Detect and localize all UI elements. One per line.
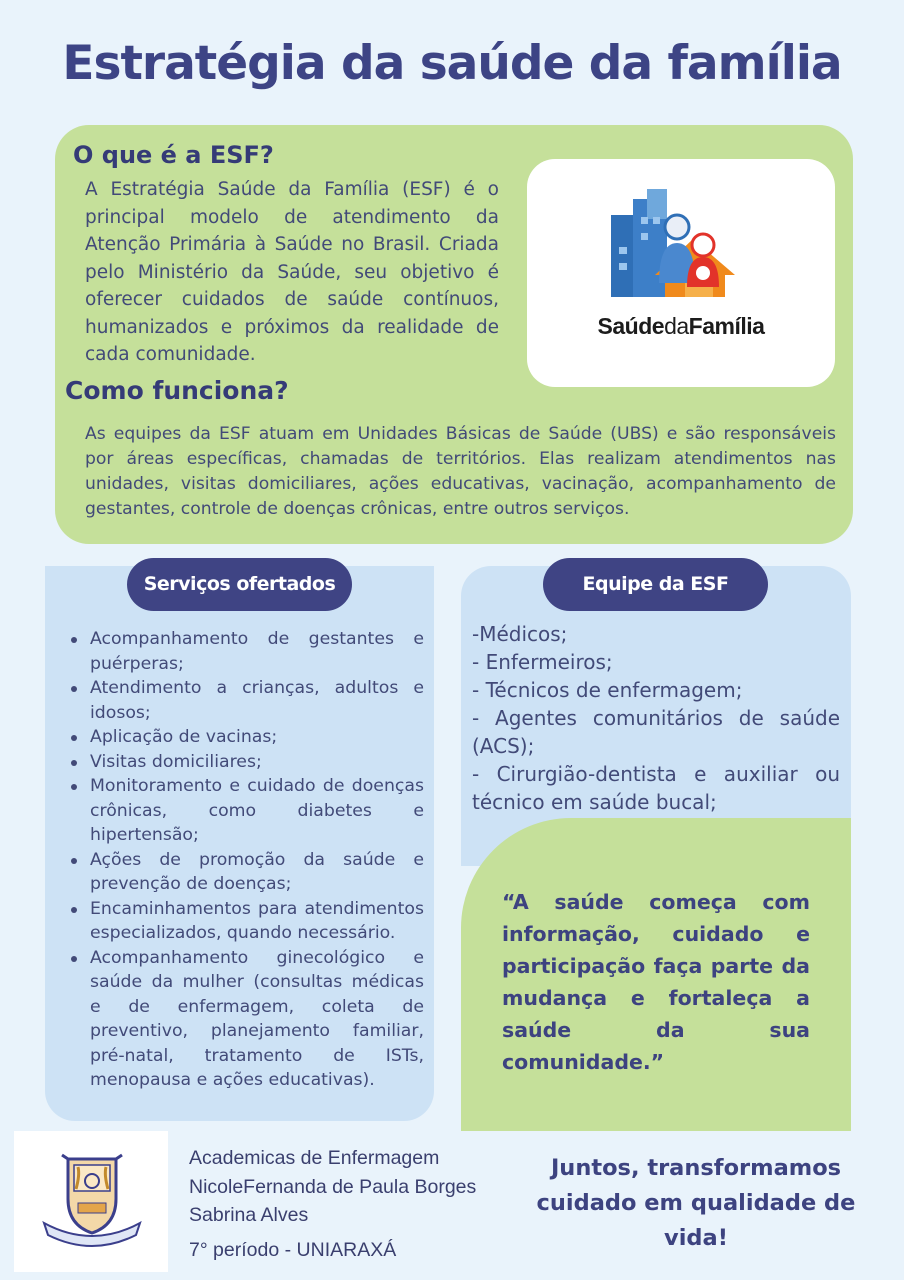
quote-panel-base <box>461 1080 851 1131</box>
team-list <box>472 620 840 816</box>
slogan: Juntos, transformamos cuidado em qualidade de vida! <box>536 1155 856 1251</box>
team-member-line: - Agentes comunitários de saúde (ACS); <box>472 706 840 758</box>
logo-wordmark: SaúdedaFamília <box>597 313 765 339</box>
university-crest <box>14 1131 168 1272</box>
list-item: Acompanhamento de gestantes e puérperas; <box>68 627 424 676</box>
team-member-line: - Enfermeiros; <box>472 650 613 674</box>
team-member-line: - Técnicos de enfermagem; <box>472 678 743 702</box>
services-label: Serviços ofertados <box>127 558 352 611</box>
credits-line: Academicas de Enfermagem <box>189 1147 440 1169</box>
team-label: Equipe da ESF <box>543 558 768 611</box>
como-funciona-heading: Como funciona? <box>65 376 289 405</box>
esf-description: A Estratégia Saúde da Família (ESF) é o principal modelo de atendimento da Atenção Primária à Saúde no Brasil. Criada pelo Ministério da Saúde, seu objetivo é oferecer cuidados de saúde contínuos, humanizados e próximos da realidade de cada comunidade. <box>85 179 499 365</box>
building-top <box>647 189 667 219</box>
list-item: Encaminhamentos para atendimentos especializados, quando necessário. <box>68 897 424 946</box>
list-item: Visitas domiciliares; <box>68 750 424 775</box>
child-head <box>692 234 714 256</box>
como-funciona-description: As equipes da ESF atuam em Unidades Básicas de Saúde (UBS) e são responsáveis por áreas específicas, chamadas de territórios. Elas realizam atendimentos nas unidades, visitas domiciliares, ações educativas, vacinação, acompanhamento de gestantes, controle de doenças crônicas, entre outros serviços. <box>85 424 836 519</box>
list-item: Ações de promoção da saúde e prevenção de doenças; <box>68 848 424 897</box>
list-item: Atendimento a crianças, adultos e idosos; <box>68 676 424 725</box>
list-item: Acompanhamento ginecológico e saúde da mulher (consultas médicas e de enfermagem, coleta de preventivo, planejamento familiar, pré-natal, tratamento de ISTs, menopausa e ações educativas). <box>68 946 424 1093</box>
credits <box>189 1144 476 1264</box>
family-house-icon <box>607 187 757 307</box>
services-list <box>68 627 424 1093</box>
credits-period: 7° período - UNIARAXÁ <box>189 1238 397 1261</box>
crest-icon <box>38 1153 146 1249</box>
quote-text: “A saúde começa com informação, cuidado e participação faça parte da mudança e fortaleça a saúde da sua comunidade.” <box>502 890 810 1074</box>
saude-da-familia-logo <box>527 159 835 387</box>
credits-line: NicoleFernanda de Paula Borges <box>189 1175 477 1198</box>
adult-head <box>665 215 689 239</box>
list-item: Aplicação de vacinas; <box>68 725 424 750</box>
page-title: Estratégia da saúde da família <box>62 36 842 91</box>
list-item: Monitoramento e cuidado de doenças crônicas, como diabetes e hipertensão; <box>68 774 424 848</box>
esf-heading: O que é a ESF? <box>73 141 274 169</box>
credits-line: Sabrina Alves <box>189 1204 309 1226</box>
team-member-line: - Cirurgião-dentista e auxiliar ou técnico em saúde bucal; <box>472 762 840 814</box>
team-member-line: -Médicos; <box>472 622 568 646</box>
